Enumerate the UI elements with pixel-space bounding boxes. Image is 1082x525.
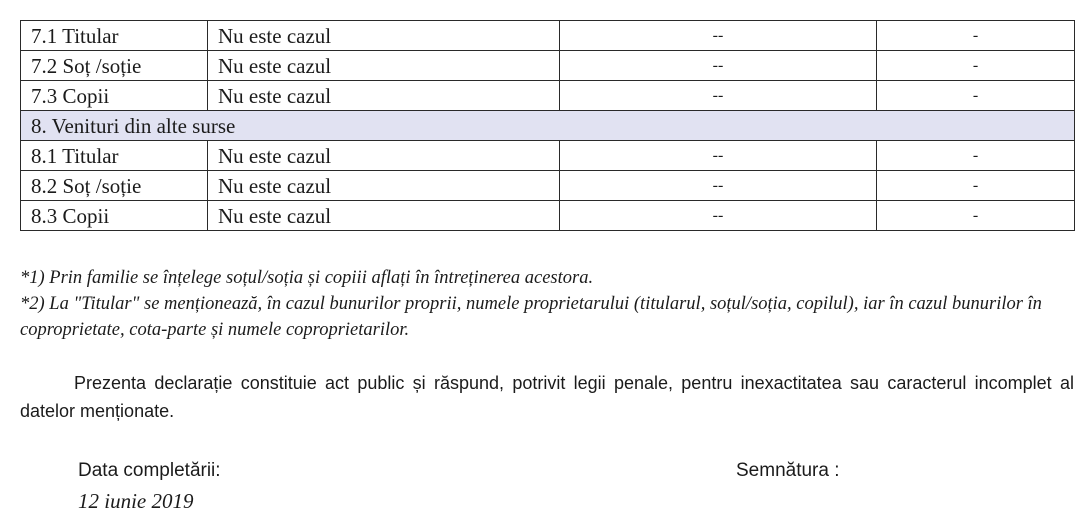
table-row — [21, 201, 1075, 231]
row-label: 8.1 Titular — [21, 141, 208, 171]
row-value: Nu este cazul — [208, 21, 560, 51]
table-row — [21, 141, 1075, 171]
row-value: Nu este cazul — [208, 141, 560, 171]
row-col3: -- — [560, 51, 877, 81]
table-row — [21, 51, 1075, 81]
declaration-statement: Prezenta declarație constituie act public și răspund, potrivit legii penale, pentru inexactitatea sau caracterul incomplet al datelor menționate. — [20, 373, 1074, 421]
row-label: 7.1 Titular — [21, 21, 208, 51]
footnote-1: *1) Prin familie se înțelege soțul/soția și copiii aflați în întreținerea acestora. — [20, 268, 594, 288]
date-label: Data completării: — [78, 460, 221, 481]
row-value: Nu este cazul — [208, 81, 560, 111]
footnote-2: *2) La "Titular" se menționează, în cazul bunurilor proprii, numele proprietarului (titularul, soțul/soția, copilul), iar în cazul bunurilor în coproprietate, cota-parte și numele coproprietarilor. — [20, 294, 1042, 340]
row-col4: - — [877, 171, 1075, 201]
row-col3: -- — [560, 141, 877, 171]
section-title: 8. Venituri din alte surse — [21, 111, 1075, 141]
row-value: Nu este cazul — [208, 51, 560, 81]
row-col4: - — [877, 81, 1075, 111]
row-col4: - — [877, 21, 1075, 51]
row-label: 8.3 Copii — [21, 201, 208, 231]
row-col4: - — [877, 51, 1075, 81]
row-col3: -- — [560, 81, 877, 111]
footnotes — [20, 265, 1076, 343]
table-row — [21, 21, 1075, 51]
income-table-body — [21, 21, 1075, 231]
table-row — [21, 171, 1075, 201]
row-label: 8.2 Soț /soție — [21, 171, 208, 201]
row-col4: - — [877, 201, 1075, 231]
row-value: Nu este cazul — [208, 171, 560, 201]
section-row — [21, 111, 1075, 141]
row-label: 7.2 Soț /soție — [21, 51, 208, 81]
date-value: 12 iunie 2019 — [78, 489, 194, 513]
row-value: Nu este cazul — [208, 201, 560, 231]
row-col3: -- — [560, 21, 877, 51]
row-col3: -- — [560, 201, 877, 231]
income-table — [20, 20, 1075, 231]
row-label: 7.3 Copii — [21, 81, 208, 111]
table-row — [21, 81, 1075, 111]
signature-label: Semnătura : — [736, 460, 840, 481]
row-col4: - — [877, 141, 1075, 171]
row-col3: -- — [560, 171, 877, 201]
